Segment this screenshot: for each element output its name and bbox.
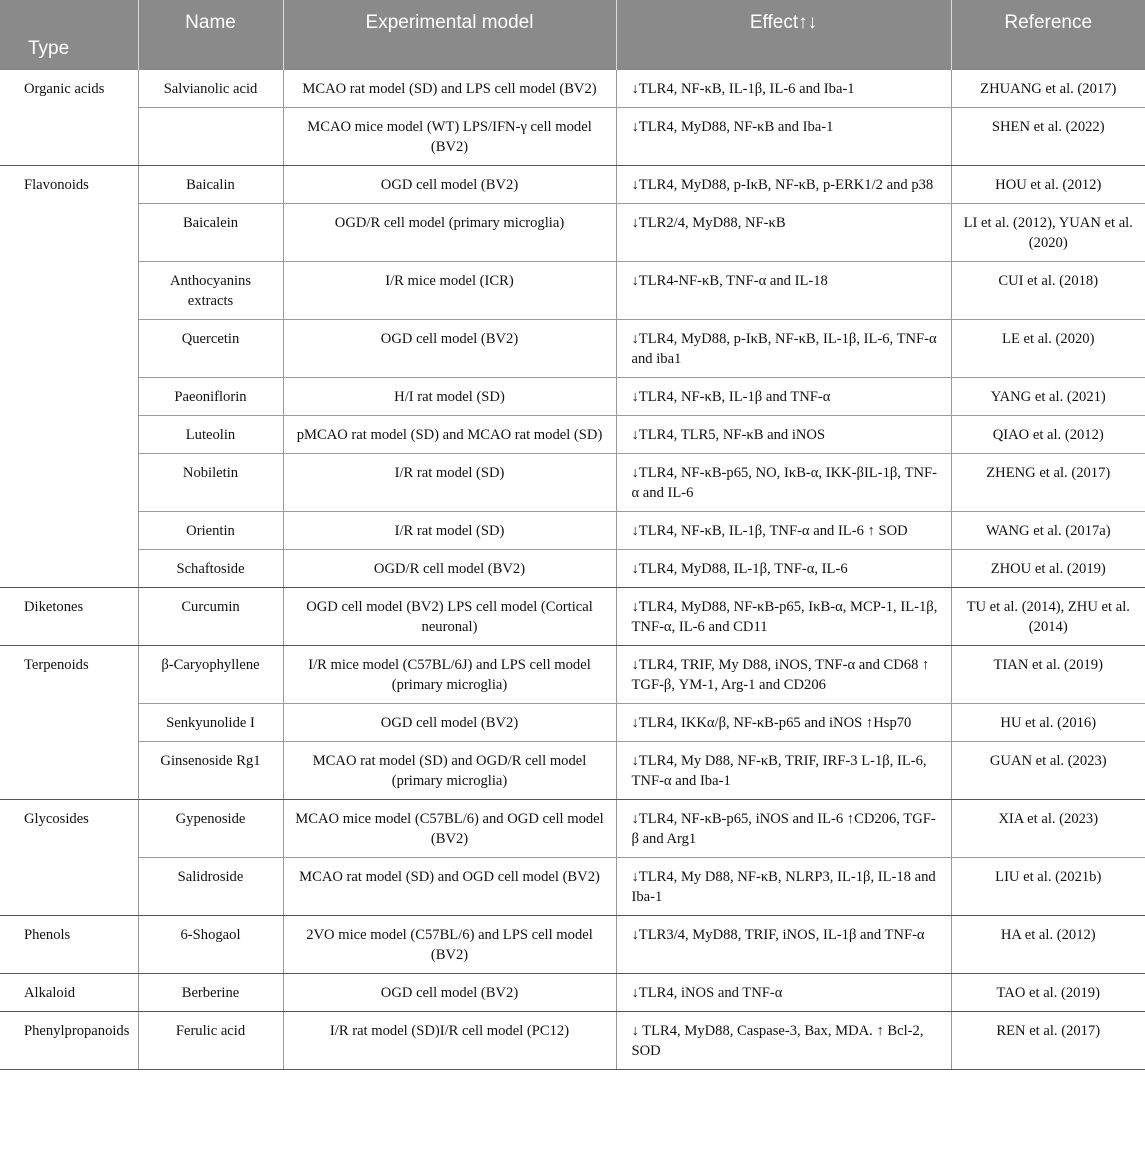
- effect-cell: ↓TLR4-NF-κB, TNF-α and IL-18: [616, 262, 951, 320]
- header-type: Type: [0, 0, 138, 70]
- table-row: [0, 166, 1145, 204]
- effect-cell: ↓TLR4, TRIF, My D88, iNOS, TNF-α and CD68 ↑ TGF-β, YM-1, Arg-1 and CD206: [616, 646, 951, 704]
- table-row: [0, 108, 1145, 166]
- effect-cell: ↓TLR4, NF-κB, IL-1β and TNF-α: [616, 378, 951, 416]
- header-row: [0, 0, 1145, 70]
- model-cell: pMCAO rat model (SD) and MCAO rat model (SD): [283, 416, 616, 454]
- table-row: [0, 858, 1145, 916]
- model-cell: MCAO rat model (SD) and OGD/R cell model (primary microglia): [283, 742, 616, 800]
- name-cell: β-Caryophyllene: [138, 646, 283, 704]
- effect-cell: ↓TLR4, TLR5, NF-κB and iNOS: [616, 416, 951, 454]
- name-cell: Baicalin: [138, 166, 283, 204]
- reference-cell: GUAN et al. (2023): [951, 742, 1145, 800]
- reference-cell: YANG et al. (2021): [951, 378, 1145, 416]
- effect-cell: ↓TLR4, MyD88, NF-κB and Iba-1: [616, 108, 951, 166]
- effect-cell: ↓TLR2/4, MyD88, NF-κB: [616, 204, 951, 262]
- effect-cell: ↓TLR4, iNOS and TNF-α: [616, 974, 951, 1012]
- effect-cell: ↓TLR4, IKKα/β, NF-κB-p65 and iNOS ↑Hsp70: [616, 704, 951, 742]
- table-row: [0, 1012, 1145, 1070]
- name-cell: Anthocyanins extracts: [138, 262, 283, 320]
- reference-cell: HU et al. (2016): [951, 704, 1145, 742]
- reference-cell: LIU et al. (2021b): [951, 858, 1145, 916]
- model-cell: MCAO rat model (SD) and OGD cell model (BV2): [283, 858, 616, 916]
- model-cell: MCAO mice model (WT) LPS/IFN-γ cell model (BV2): [283, 108, 616, 166]
- reference-cell: WANG et al. (2017a): [951, 512, 1145, 550]
- effect-cell: ↓TLR4, My D88, NF-κB, NLRP3, IL-1β, IL-18 and Iba-1: [616, 858, 951, 916]
- type-cell: Phenols: [0, 916, 138, 974]
- table-row: [0, 704, 1145, 742]
- table-row: [0, 974, 1145, 1012]
- reference-cell: REN et al. (2017): [951, 1012, 1145, 1070]
- table-row: [0, 646, 1145, 704]
- model-cell: OGD cell model (BV2): [283, 166, 616, 204]
- effect-cell: ↓ TLR4, MyD88, Caspase-3, Bax, MDA. ↑ Bcl-2, SOD: [616, 1012, 951, 1070]
- effect-cell: ↓TLR4, NF-κB, IL-1β, IL-6 and Iba-1: [616, 70, 951, 108]
- reference-cell: ZHENG et al. (2017): [951, 454, 1145, 512]
- effect-cell: ↓TLR4, MyD88, NF-κB-p65, IκB-α, MCP-1, IL-1β, TNF-α, IL-6 and CD11: [616, 588, 951, 646]
- effect-cell: ↓TLR4, NF-κB-p65, NO, IκB-α, IKK-βIL-1β, TNF-α and IL-6: [616, 454, 951, 512]
- effect-cell: ↓TLR3/4, MyD88, TRIF, iNOS, IL-1β and TNF-α: [616, 916, 951, 974]
- table-row: [0, 916, 1145, 974]
- header-effect: Effect↑↓: [616, 0, 951, 70]
- name-cell: Orientin: [138, 512, 283, 550]
- type-cell: Terpenoids: [0, 646, 138, 800]
- name-cell: Schaftoside: [138, 550, 283, 588]
- table-row: [0, 70, 1145, 108]
- model-cell: OGD cell model (BV2): [283, 320, 616, 378]
- type-cell: Alkaloid: [0, 974, 138, 1012]
- table-row: [0, 416, 1145, 454]
- reference-cell: TU et al. (2014), ZHU et al. (2014): [951, 588, 1145, 646]
- type-cell: Phenylpropanoids: [0, 1012, 138, 1070]
- name-cell: Senkyunolide I: [138, 704, 283, 742]
- reference-cell: TAO et al. (2019): [951, 974, 1145, 1012]
- table-row: [0, 588, 1145, 646]
- header-model: Experimental model: [283, 0, 616, 70]
- table-row: [0, 262, 1145, 320]
- effect-cell: ↓TLR4, NF-κB-p65, iNOS and IL-6 ↑CD206, TGF-β and Arg1: [616, 800, 951, 858]
- model-cell: OGD/R cell model (primary microglia): [283, 204, 616, 262]
- model-cell: I/R rat model (SD): [283, 454, 616, 512]
- name-cell: Paeoniflorin: [138, 378, 283, 416]
- name-cell: Ginsenoside Rg1: [138, 742, 283, 800]
- reference-cell: SHEN et al. (2022): [951, 108, 1145, 166]
- name-cell: Gypenoside: [138, 800, 283, 858]
- name-cell: Berberine: [138, 974, 283, 1012]
- model-cell: 2VO mice model (C57BL/6) and LPS cell model (BV2): [283, 916, 616, 974]
- model-cell: OGD cell model (BV2): [283, 974, 616, 1012]
- header-reference: Reference: [951, 0, 1145, 70]
- name-cell: [138, 108, 283, 166]
- reference-cell: LI et al. (2012), YUAN et al. (2020): [951, 204, 1145, 262]
- reference-cell: XIA et al. (2023): [951, 800, 1145, 858]
- header-name: Name: [138, 0, 283, 70]
- reference-cell: HOU et al. (2012): [951, 166, 1145, 204]
- effect-cell: ↓TLR4, MyD88, p-IκB, NF-κB, IL-1β, IL-6, TNF-α and iba1: [616, 320, 951, 378]
- table-row: [0, 512, 1145, 550]
- reference-cell: QIAO et al. (2012): [951, 416, 1145, 454]
- model-cell: I/R rat model (SD)I/R cell model (PC12): [283, 1012, 616, 1070]
- reference-cell: ZHUANG et al. (2017): [951, 70, 1145, 108]
- table-row: [0, 742, 1145, 800]
- name-cell: 6-Shogaol: [138, 916, 283, 974]
- model-cell: MCAO rat model (SD) and LPS cell model (BV2): [283, 70, 616, 108]
- type-cell: Glycosides: [0, 800, 138, 916]
- model-cell: H/I rat model (SD): [283, 378, 616, 416]
- model-cell: I/R mice model (ICR): [283, 262, 616, 320]
- reference-cell: CUI et al. (2018): [951, 262, 1145, 320]
- name-cell: Baicalein: [138, 204, 283, 262]
- reference-cell: LE et al. (2020): [951, 320, 1145, 378]
- name-cell: Salidroside: [138, 858, 283, 916]
- reference-cell: ZHOU et al. (2019): [951, 550, 1145, 588]
- name-cell: Salvianolic acid: [138, 70, 283, 108]
- effect-cell: ↓TLR4, MyD88, p-IκB, NF-κB, p-ERK1/2 and p38: [616, 166, 951, 204]
- name-cell: Curcumin: [138, 588, 283, 646]
- model-cell: I/R mice model (C57BL/6J) and LPS cell model (primary microglia): [283, 646, 616, 704]
- table-row: [0, 204, 1145, 262]
- type-cell: Flavonoids: [0, 166, 138, 588]
- name-cell: Ferulic acid: [138, 1012, 283, 1070]
- table-row: [0, 550, 1145, 588]
- table-row: [0, 320, 1145, 378]
- effect-cell: ↓TLR4, NF-κB, IL-1β, TNF-α and IL-6 ↑ SOD: [616, 512, 951, 550]
- effect-cell: ↓TLR4, MyD88, IL-1β, TNF-α, IL-6: [616, 550, 951, 588]
- table-row: [0, 454, 1145, 512]
- name-cell: Nobiletin: [138, 454, 283, 512]
- type-cell: Organic acids: [0, 70, 138, 166]
- model-cell: MCAO mice model (C57BL/6) and OGD cell model (BV2): [283, 800, 616, 858]
- name-cell: Luteolin: [138, 416, 283, 454]
- model-cell: OGD cell model (BV2) LPS cell model (Cortical neuronal): [283, 588, 616, 646]
- table-body: [0, 70, 1145, 1070]
- name-cell: Quercetin: [138, 320, 283, 378]
- reference-cell: TIAN et al. (2019): [951, 646, 1145, 704]
- model-cell: OGD cell model (BV2): [283, 704, 616, 742]
- reference-cell: HA et al. (2012): [951, 916, 1145, 974]
- effect-cell: ↓TLR4, My D88, NF-κB, TRIF, IRF-3 L-1β, IL-6, TNF-α and Iba-1: [616, 742, 951, 800]
- table-row: [0, 378, 1145, 416]
- table-row: [0, 800, 1145, 858]
- model-cell: I/R rat model (SD): [283, 512, 616, 550]
- model-cell: OGD/R cell model (BV2): [283, 550, 616, 588]
- type-cell: Diketones: [0, 588, 138, 646]
